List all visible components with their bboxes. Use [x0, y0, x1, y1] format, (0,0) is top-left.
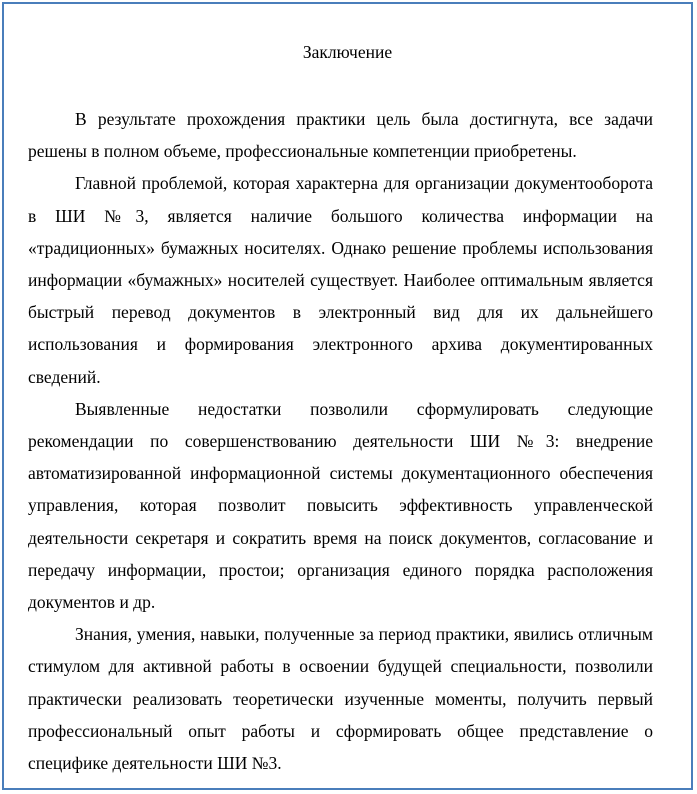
paragraph-main-problem: Главной проблемой, которая характерна для организации документооборота в ШИ №3, является наличие большого количества информации на «традиционных» бумажных носителях. Однако решение проблемы использования информации «бумажных» носителей существует. Наиболее оптимальным является быстрый перевод документов в электронный вид для их дальнейшего использования и формирования электронного архива документированных сведений. — [28, 173, 653, 387]
paragraph-skills: Знания, умения, навыки, полученные за период практики, явились отличным стимулом для активной работы в освоении будущей специальности, позволили практически реализовать теоретически изученные моменты, получить первый профессиональный опыт работы и сформировать общее представление о специфике деятельности ШИ №3. — [28, 624, 653, 774]
document-body — [28, 103, 653, 779]
document-page — [2, 2, 693, 790]
page-title: Заключение — [302, 42, 393, 62]
paragraph-results: В результате прохождения практики цель была достигнута, все задачи решены в полном объеме, профессиональные компетенции приобретены. — [28, 109, 653, 162]
paragraph-recommendations: Выявленные недостатки позволили сформулировать следующие рекомендации по совершенствованию деятельности ШИ №3: внедрение автоматизированной информационной системы документационного обеспечения управления, которая позволит повысить эффективность управленческой деятельности секретаря и сократить время на поиск документов, согласование и передачу информации, простои; организация единого порядка расположения документов и др. — [28, 398, 653, 613]
